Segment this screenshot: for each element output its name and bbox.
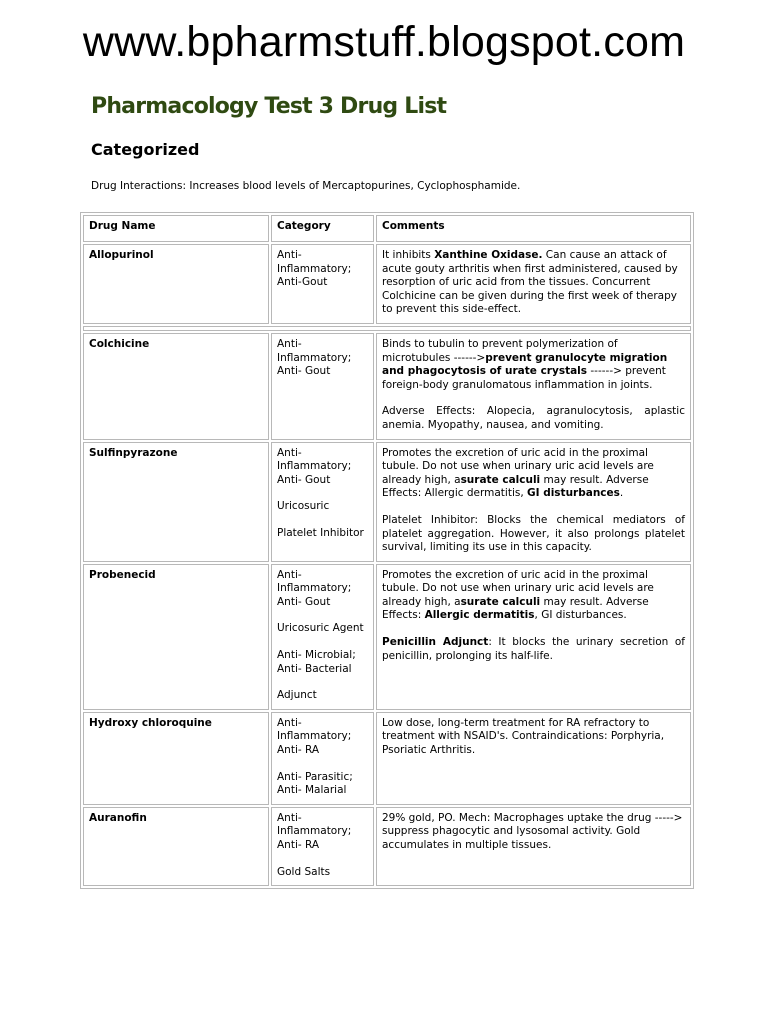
category-cell <box>271 442 374 562</box>
category-cell <box>271 564 374 710</box>
category-cell <box>271 244 374 324</box>
drug-name-cell: Auranofin <box>83 807 269 886</box>
comment-paragraph: Binds to tubulin to prevent polymerization of microtubules ------>prevent granulocyte migration and phagocytosis of urate crystals ------> prevent foreign-body granulomatous inflammation in joints. <box>382 337 668 391</box>
site-url: www.bpharmstuff.blogspot.com <box>82 18 686 66</box>
comments-cell <box>376 564 691 710</box>
table-spacer-row <box>83 326 691 331</box>
category-cell <box>271 333 374 440</box>
comments-cell <box>376 442 691 562</box>
drug-name-cell: Allopurinol <box>83 244 269 324</box>
category-item: Anti- Inflammatory; Anti- Gout <box>277 337 352 378</box>
table-row <box>83 244 691 324</box>
comment-paragraph: Promotes the excretion of uric acid in the proximal tubule. Do not use when urinary uric acid levels are already high, asurate calculi may result. Adverse Effects: Allergic dermatitis, GI disturbances. <box>382 446 654 500</box>
page-title: Pharmacology Test 3 Drug List <box>91 94 447 119</box>
category-item: Anti- Inflammatory; Anti- RA <box>277 716 352 757</box>
drug-table <box>80 212 694 889</box>
category-item: Anti- Inflammatory; Anti- RA <box>277 811 352 851</box>
comment-paragraph: It inhibits Xanthine Oxidase. Can cause an attack of acute gouty arthritis when first administered, caused by resorption of uric acid from the tissues. Concurrent Colchicine can be given during the first week of therapy to prevent this side-effect. <box>382 249 678 316</box>
comment-paragraph: 29% gold, PO. Mech: Macrophages uptake the drug -----> suppress phagocytic and lysosomal activity. Gold accumulates in multiple tissues. <box>382 811 683 851</box>
comment-paragraph: Penicillin Adjunct: It blocks the urinary secretion of penicillin, prolonging its half-life. <box>382 636 685 662</box>
comments-cell <box>376 712 691 805</box>
header-comments: Comments <box>376 215 691 242</box>
category-item: Uricosuric Agent <box>277 622 364 635</box>
comment-paragraph: Adverse Effects: Alopecia, agranulocytosis, aplastic anemia. Myopathy, nausea, and vomiting. <box>382 405 685 431</box>
comments-cell <box>376 807 691 886</box>
comment-paragraph: Platelet Inhibitor: Blocks the chemical mediators of platelet aggregation. However, it also prolongs platelet survival, limiting its use in this capacity. <box>382 513 685 554</box>
spacer-cell <box>83 326 691 331</box>
drug-name-cell: Colchicine <box>83 333 269 440</box>
intro-text: Drug Interactions: Increases blood levels of Mercaptopurines, Cyclophosphamide. <box>91 180 521 192</box>
category-item: Anti- Inflammatory; Anti- Gout <box>277 446 352 486</box>
comment-paragraph: Promotes the excretion of uric acid in the proximal tubule. Do not use when urinary uric acid levels are already high, asurate calculi may result. Adverse Effects: Allergic dermatitis, GI disturbances. <box>382 568 654 622</box>
table-row <box>83 712 691 805</box>
drug-name-cell: Sulfinpyrazone <box>83 442 269 562</box>
category-item: Anti- Parasitic; Anti- Malarial <box>277 770 353 797</box>
category-item: Anti- Inflammatory; Anti- Gout <box>277 568 352 608</box>
comments-cell <box>376 333 691 440</box>
section-heading: Categorized <box>91 140 200 159</box>
table-header-row <box>83 215 691 242</box>
header-category: Category <box>271 215 374 242</box>
category-item: Anti- Inflammatory; Anti-Gout <box>277 249 352 289</box>
comments-cell <box>376 244 691 324</box>
table-row <box>83 807 691 886</box>
header-drug-name: Drug Name <box>83 215 269 242</box>
category-item: Platelet Inhibitor <box>277 526 364 539</box>
category-item: Anti- Microbial; Anti- Bacterial <box>277 649 356 675</box>
table-row <box>83 442 691 562</box>
drug-name-cell: Hydroxy chloroquine <box>83 712 269 805</box>
category-item: Gold Salts <box>277 865 331 878</box>
category-item: Adjunct <box>277 689 317 702</box>
table-row <box>83 564 691 710</box>
table-row <box>83 333 691 440</box>
category-cell <box>271 807 374 886</box>
category-cell <box>271 712 374 805</box>
comment-paragraph: Low dose, long-term treatment for RA refractory to treatment with NSAID's. Contraindications: Porphyria, Psoriatic Arthritis. <box>382 716 665 757</box>
drug-name-cell: Probenecid <box>83 564 269 710</box>
category-item: Uricosuric <box>277 500 330 513</box>
